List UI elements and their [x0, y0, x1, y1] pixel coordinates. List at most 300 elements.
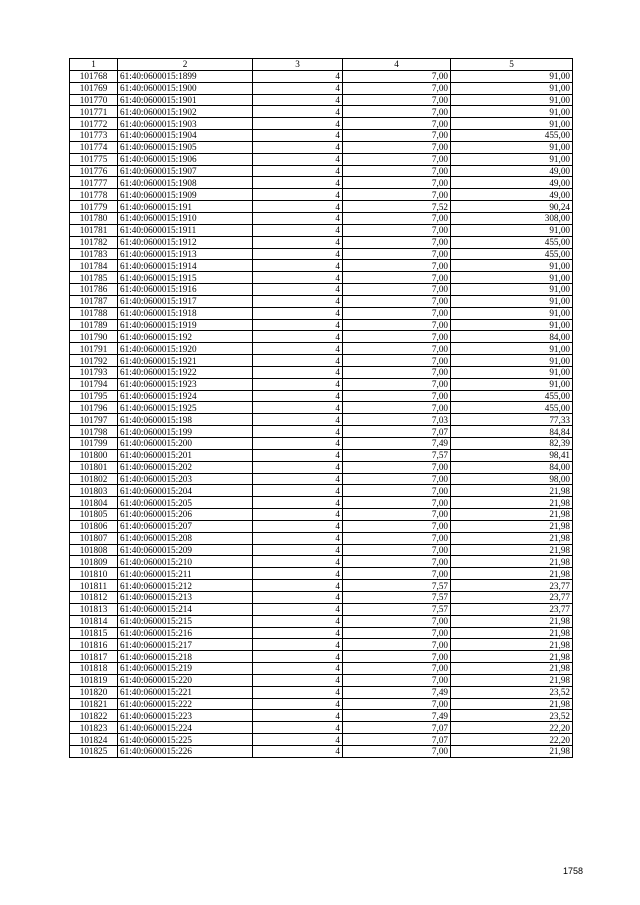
- table-row: [70, 284, 573, 296]
- table-row: [70, 366, 573, 378]
- table-cell: 91,00: [451, 118, 573, 130]
- table-cell: 101815: [70, 627, 118, 639]
- table-cell: 101797: [70, 414, 118, 426]
- table-cell: 98,00: [451, 473, 573, 485]
- table-cell: 4: [253, 544, 343, 556]
- table-cell: 7,49: [343, 438, 451, 450]
- table-cell: 7,00: [343, 390, 451, 402]
- table-cell: 101779: [70, 201, 118, 213]
- table-cell: 4: [253, 141, 343, 153]
- table-cell: 101809: [70, 556, 118, 568]
- table-cell: 23,77: [451, 591, 573, 603]
- table-cell: 4: [253, 674, 343, 686]
- table-cell: 21,98: [451, 544, 573, 556]
- table-cell: 101806: [70, 520, 118, 532]
- table-row: [70, 722, 573, 734]
- table-cell: 61:40:0600015:214: [118, 603, 253, 615]
- table-cell: 4: [253, 402, 343, 414]
- table-cell: 101788: [70, 307, 118, 319]
- table-cell: 101818: [70, 663, 118, 675]
- table-row: [70, 615, 573, 627]
- table-cell: 4: [253, 698, 343, 710]
- table-cell: 101784: [70, 260, 118, 272]
- table-cell: 91,00: [451, 343, 573, 355]
- table-row: [70, 272, 573, 284]
- table-cell: 7,00: [343, 378, 451, 390]
- table-cell: 4: [253, 497, 343, 509]
- table-cell: 61:40:0600015:199: [118, 426, 253, 438]
- header-row: [70, 59, 573, 71]
- table-cell: 101802: [70, 473, 118, 485]
- table-cell: 7,00: [343, 319, 451, 331]
- table-row: [70, 520, 573, 532]
- table-cell: 7,00: [343, 402, 451, 414]
- table-cell: 61:40:0600015:207: [118, 520, 253, 532]
- table-cell: 4: [253, 485, 343, 497]
- table-cell: 91,00: [451, 307, 573, 319]
- table-row: [70, 639, 573, 651]
- table-cell: 91,00: [451, 378, 573, 390]
- table-row: [70, 82, 573, 94]
- table-cell: 21,98: [451, 651, 573, 663]
- table-cell: 61:40:0600015:1910: [118, 212, 253, 224]
- table-cell: 91,00: [451, 319, 573, 331]
- table-cell: 7,00: [343, 212, 451, 224]
- table-cell: 101781: [70, 224, 118, 236]
- table-cell: 7,49: [343, 710, 451, 722]
- table-cell: 22,20: [451, 722, 573, 734]
- table-cell: 61:40:0600015:1913: [118, 248, 253, 260]
- table-cell: 23,77: [451, 580, 573, 592]
- table-cell: 61:40:0600015:1919: [118, 319, 253, 331]
- table-cell: 4: [253, 414, 343, 426]
- table-cell: 4: [253, 734, 343, 746]
- table-cell: 61:40:0600015:221: [118, 686, 253, 698]
- table-cell: 4: [253, 532, 343, 544]
- table-cell: 101821: [70, 698, 118, 710]
- table-cell: 7,00: [343, 674, 451, 686]
- table-row: [70, 141, 573, 153]
- table-cell: 61:40:0600015:210: [118, 556, 253, 568]
- table-cell: 61:40:0600015:201: [118, 449, 253, 461]
- table-cell: 21,98: [451, 568, 573, 580]
- table-cell: 4: [253, 473, 343, 485]
- table-cell: 7,00: [343, 556, 451, 568]
- table-cell: 84,84: [451, 426, 573, 438]
- table-cell: 101787: [70, 295, 118, 307]
- table-cell: 101798: [70, 426, 118, 438]
- table-cell: 4: [253, 248, 343, 260]
- table-cell: 7,00: [343, 509, 451, 521]
- table-row: [70, 449, 573, 461]
- table-cell: 101807: [70, 532, 118, 544]
- table-cell: 61:40:0600015:1914: [118, 260, 253, 272]
- table-row: [70, 580, 573, 592]
- table-cell: 101774: [70, 141, 118, 153]
- table-cell: 61:40:0600015:1920: [118, 343, 253, 355]
- table-cell: 21,98: [451, 639, 573, 651]
- table-cell: 91,00: [451, 70, 573, 82]
- table-cell: 4: [253, 82, 343, 94]
- table-cell: 21,98: [451, 520, 573, 532]
- table-cell: 101777: [70, 177, 118, 189]
- table-cell: 21,98: [451, 615, 573, 627]
- table-cell: 61:40:0600015:1922: [118, 366, 253, 378]
- table-cell: 7,07: [343, 734, 451, 746]
- table-row: [70, 236, 573, 248]
- table-cell: 4: [253, 260, 343, 272]
- table-cell: 4: [253, 591, 343, 603]
- table-cell: 61:40:0600015:223: [118, 710, 253, 722]
- table-cell: 101825: [70, 745, 118, 757]
- table-cell: 21,98: [451, 497, 573, 509]
- table-cell: 21,98: [451, 698, 573, 710]
- table-row: [70, 674, 573, 686]
- table-cell: 4: [253, 212, 343, 224]
- table-row: [70, 189, 573, 201]
- table-cell: 91,00: [451, 260, 573, 272]
- table-cell: 91,00: [451, 366, 573, 378]
- table-cell: 101770: [70, 94, 118, 106]
- table-cell: 4: [253, 568, 343, 580]
- table-cell: 455,00: [451, 402, 573, 414]
- table-cell: 61:40:0600015:1901: [118, 94, 253, 106]
- table-cell: 4: [253, 580, 343, 592]
- table-cell: 101785: [70, 272, 118, 284]
- table-cell: 91,00: [451, 82, 573, 94]
- table-row: [70, 710, 573, 722]
- table-cell: 7,00: [343, 651, 451, 663]
- table-cell: 4: [253, 426, 343, 438]
- table-cell: 101823: [70, 722, 118, 734]
- table-cell: 101782: [70, 236, 118, 248]
- table-cell: 4: [253, 627, 343, 639]
- table-cell: 4: [253, 520, 343, 532]
- table-cell: 4: [253, 686, 343, 698]
- table-cell: 61:40:0600015:225: [118, 734, 253, 746]
- table-cell: 4: [253, 236, 343, 248]
- table-cell: 101824: [70, 734, 118, 746]
- table-cell: 4: [253, 94, 343, 106]
- table-cell: 101800: [70, 449, 118, 461]
- table-cell: 101811: [70, 580, 118, 592]
- table-cell: 7,00: [343, 355, 451, 367]
- table-cell: 4: [253, 461, 343, 473]
- table-cell: 61:40:0600015:1912: [118, 236, 253, 248]
- table-cell: 101780: [70, 212, 118, 224]
- table-cell: 82,39: [451, 438, 573, 450]
- table-row: [70, 591, 573, 603]
- table-cell: 61:40:0600015:218: [118, 651, 253, 663]
- table-row: [70, 248, 573, 260]
- table-row: [70, 378, 573, 390]
- table-cell: 4: [253, 355, 343, 367]
- table-cell: 61:40:0600015:1924: [118, 390, 253, 402]
- table-row: [70, 568, 573, 580]
- table-row: [70, 461, 573, 473]
- table-cell: 61:40:0600015:216: [118, 627, 253, 639]
- table-cell: 61:40:0600015:1921: [118, 355, 253, 367]
- table-cell: 61:40:0600015:1902: [118, 106, 253, 118]
- table-cell: 4: [253, 224, 343, 236]
- table-cell: 7,00: [343, 70, 451, 82]
- table-row: [70, 686, 573, 698]
- table-cell: 4: [253, 343, 343, 355]
- table-cell: 4: [253, 70, 343, 82]
- table-cell: 4: [253, 201, 343, 213]
- table-cell: 7,57: [343, 591, 451, 603]
- table-row: [70, 485, 573, 497]
- table-cell: 7,00: [343, 284, 451, 296]
- table-cell: 23,77: [451, 603, 573, 615]
- table-cell: 101769: [70, 82, 118, 94]
- table-cell: 61:40:0600015:222: [118, 698, 253, 710]
- table-cell: 101773: [70, 130, 118, 142]
- table-cell: 61:40:0600015:198: [118, 414, 253, 426]
- table-cell: 101813: [70, 603, 118, 615]
- table-row: [70, 390, 573, 402]
- table-cell: 101808: [70, 544, 118, 556]
- table-cell: 4: [253, 177, 343, 189]
- table-cell: 4: [253, 272, 343, 284]
- table-cell: 91,00: [451, 141, 573, 153]
- table-cell: 61:40:0600015:217: [118, 639, 253, 651]
- table-cell: 23,52: [451, 686, 573, 698]
- table-cell: 7,00: [343, 189, 451, 201]
- table-cell: 21,98: [451, 532, 573, 544]
- table-cell: 61:40:0600015:206: [118, 509, 253, 521]
- table-cell: 49,00: [451, 189, 573, 201]
- table-cell: 61:40:0600015:1908: [118, 177, 253, 189]
- table-cell: 101819: [70, 674, 118, 686]
- table-row: [70, 698, 573, 710]
- table-row: [70, 319, 573, 331]
- table-cell: 61:40:0600015:226: [118, 745, 253, 757]
- table-cell: 7,03: [343, 414, 451, 426]
- table-cell: 61:40:0600015:1918: [118, 307, 253, 319]
- table-cell: 91,00: [451, 94, 573, 106]
- table-cell: 101786: [70, 284, 118, 296]
- table-cell: 4: [253, 319, 343, 331]
- table-row: [70, 544, 573, 556]
- table-row: [70, 343, 573, 355]
- table-cell: 4: [253, 509, 343, 521]
- table-cell: 7,00: [343, 130, 451, 142]
- table-row: [70, 603, 573, 615]
- table-row: [70, 224, 573, 236]
- table-cell: 7,00: [343, 663, 451, 675]
- table-cell: 7,00: [343, 343, 451, 355]
- table-cell: 49,00: [451, 177, 573, 189]
- table-cell: 61:40:0600015:205: [118, 497, 253, 509]
- table-cell: 7,00: [343, 366, 451, 378]
- table-cell: 7,49: [343, 686, 451, 698]
- table-cell: 4: [253, 331, 343, 343]
- table-cell: 91,00: [451, 295, 573, 307]
- table-cell: 4: [253, 106, 343, 118]
- table-cell: 21,98: [451, 745, 573, 757]
- table-row: [70, 532, 573, 544]
- table-cell: 61:40:0600015:191: [118, 201, 253, 213]
- table-row: [70, 331, 573, 343]
- table-cell: 61:40:0600015:203: [118, 473, 253, 485]
- table-cell: 4: [253, 189, 343, 201]
- table-cell: 101812: [70, 591, 118, 603]
- table-row: [70, 106, 573, 118]
- table-cell: 84,00: [451, 461, 573, 473]
- table-cell: 4: [253, 438, 343, 450]
- table-cell: 23,52: [451, 710, 573, 722]
- table-cell: 101795: [70, 390, 118, 402]
- table-cell: 7,00: [343, 473, 451, 485]
- table-row: [70, 165, 573, 177]
- table-cell: 4: [253, 603, 343, 615]
- table-cell: 4: [253, 130, 343, 142]
- table-row: [70, 153, 573, 165]
- table-cell: 61:40:0600015:1899: [118, 70, 253, 82]
- table-cell: 7,00: [343, 82, 451, 94]
- table-cell: 7,57: [343, 580, 451, 592]
- page-number: 1758: [563, 866, 584, 876]
- table-cell: 455,00: [451, 236, 573, 248]
- table-cell: 61:40:0600015:200: [118, 438, 253, 450]
- table-cell: 7,00: [343, 153, 451, 165]
- table-cell: 7,00: [343, 627, 451, 639]
- table-row: [70, 70, 573, 82]
- table-cell: 7,00: [343, 544, 451, 556]
- table-cell: 101799: [70, 438, 118, 450]
- table-cell: 7,00: [343, 485, 451, 497]
- table-cell: 101794: [70, 378, 118, 390]
- table-cell: 101789: [70, 319, 118, 331]
- table-cell: 21,98: [451, 556, 573, 568]
- table-cell: 4: [253, 390, 343, 402]
- table-cell: 101793: [70, 366, 118, 378]
- table-row: [70, 118, 573, 130]
- table-cell: 4: [253, 745, 343, 757]
- table-cell: 61:40:0600015:192: [118, 331, 253, 343]
- table-cell: 61:40:0600015:1916: [118, 284, 253, 296]
- table-cell: 61:40:0600015:1923: [118, 378, 253, 390]
- table-row: [70, 295, 573, 307]
- table-cell: 61:40:0600015:211: [118, 568, 253, 580]
- table-cell: 7,07: [343, 426, 451, 438]
- table-cell: 91,00: [451, 355, 573, 367]
- table-cell: 101817: [70, 651, 118, 663]
- table-cell: 4: [253, 307, 343, 319]
- table-cell: 91,00: [451, 272, 573, 284]
- table-cell: 101816: [70, 639, 118, 651]
- column-header-5: 5: [451, 59, 573, 71]
- table-cell: 101783: [70, 248, 118, 260]
- table-row: [70, 556, 573, 568]
- table-cell: 91,00: [451, 224, 573, 236]
- column-header-4: 4: [343, 59, 451, 71]
- table-cell: 61:40:0600015:1917: [118, 295, 253, 307]
- table-cell: 7,00: [343, 141, 451, 153]
- table-row: [70, 426, 573, 438]
- table-cell: 61:40:0600015:220: [118, 674, 253, 686]
- table-row: [70, 651, 573, 663]
- table-cell: 61:40:0600015:1905: [118, 141, 253, 153]
- table-cell: 4: [253, 449, 343, 461]
- table-cell: 101805: [70, 509, 118, 521]
- table-cell: 7,00: [343, 236, 451, 248]
- table-cell: 49,00: [451, 165, 573, 177]
- table-cell: 21,98: [451, 627, 573, 639]
- table-cell: 101778: [70, 189, 118, 201]
- table-cell: 7,57: [343, 449, 451, 461]
- table-cell: 61:40:0600015:1907: [118, 165, 253, 177]
- column-header-1: 1: [70, 59, 118, 71]
- table-cell: 61:40:0600015:209: [118, 544, 253, 556]
- table-cell: 4: [253, 651, 343, 663]
- table-cell: 7,00: [343, 94, 451, 106]
- table-cell: 101822: [70, 710, 118, 722]
- table-cell: 7,00: [343, 461, 451, 473]
- table-cell: 4: [253, 295, 343, 307]
- table-row: [70, 201, 573, 213]
- table-cell: 4: [253, 284, 343, 296]
- table-cell: 101792: [70, 355, 118, 367]
- table-row: [70, 497, 573, 509]
- table-cell: 61:40:0600015:1909: [118, 189, 253, 201]
- table-cell: 101820: [70, 686, 118, 698]
- table-cell: 4: [253, 639, 343, 651]
- table-cell: 61:40:0600015:1925: [118, 402, 253, 414]
- table-row: [70, 212, 573, 224]
- table-cell: 4: [253, 615, 343, 627]
- table-row: [70, 355, 573, 367]
- table-cell: 4: [253, 153, 343, 165]
- table-cell: 91,00: [451, 153, 573, 165]
- table-cell: 7,00: [343, 272, 451, 284]
- table-cell: 61:40:0600015:215: [118, 615, 253, 627]
- table-row: [70, 745, 573, 757]
- table-cell: 7,00: [343, 295, 451, 307]
- table-body: [70, 70, 573, 757]
- table-row: [70, 509, 573, 521]
- table-cell: 101796: [70, 402, 118, 414]
- table-cell: 101775: [70, 153, 118, 165]
- table-cell: 7,00: [343, 224, 451, 236]
- table-cell: 4: [253, 118, 343, 130]
- table-cell: 61:40:0600015:213: [118, 591, 253, 603]
- table-row: [70, 473, 573, 485]
- table-cell: 455,00: [451, 248, 573, 260]
- table-cell: 4: [253, 556, 343, 568]
- table-cell: 455,00: [451, 390, 573, 402]
- table-cell: 21,98: [451, 663, 573, 675]
- table-cell: 61:40:0600015:224: [118, 722, 253, 734]
- table-row: [70, 260, 573, 272]
- table-cell: 101810: [70, 568, 118, 580]
- table-cell: 7,00: [343, 248, 451, 260]
- table-cell: 61:40:0600015:219: [118, 663, 253, 675]
- table-cell: 7,00: [343, 497, 451, 509]
- table-row: [70, 663, 573, 675]
- table-cell: 7,00: [343, 165, 451, 177]
- table-cell: 61:40:0600015:1900: [118, 82, 253, 94]
- table-cell: 7,00: [343, 177, 451, 189]
- table-cell: 7,00: [343, 615, 451, 627]
- table-cell: 4: [253, 663, 343, 675]
- table-cell: 7,00: [343, 331, 451, 343]
- table-cell: 7,00: [343, 568, 451, 580]
- table-cell: 4: [253, 165, 343, 177]
- column-header-3: 3: [253, 59, 343, 71]
- table-cell: 84,00: [451, 331, 573, 343]
